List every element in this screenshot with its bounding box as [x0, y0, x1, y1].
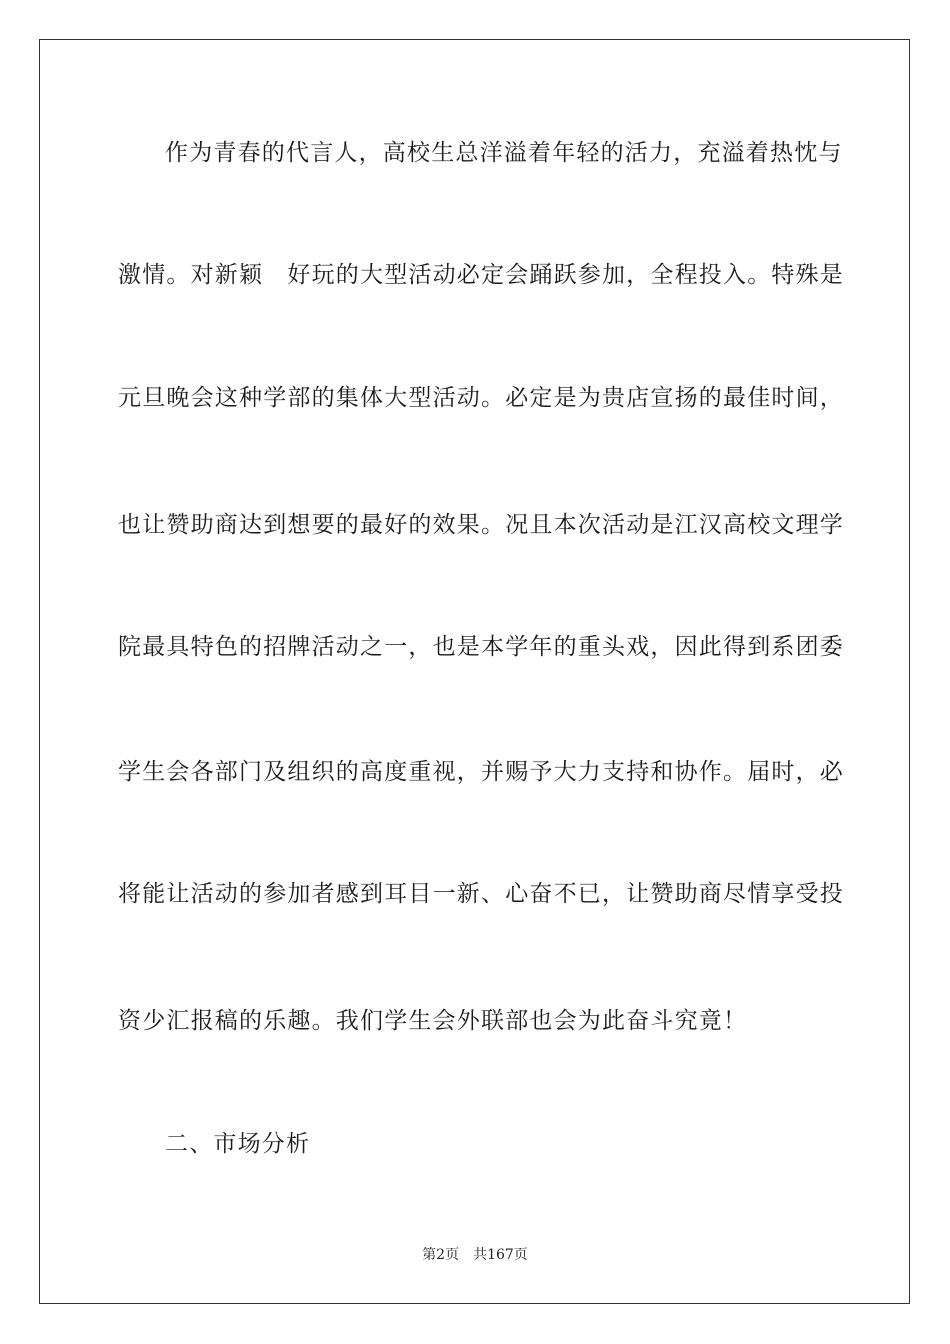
paragraph-line-1: 作为青春的代言人，高校生总洋溢着年轻的活力，充溢着热忱与 — [165, 140, 843, 166]
paragraph-line-7: 将能让活动的参加者感到耳目一新、心奋不已，让赞助商尽情享受投 — [118, 881, 844, 907]
paragraph-line-4: 也让赞助商达到想要的最好的效果。况且本次活动是江汉高校文理学 — [118, 512, 844, 538]
section-heading: 二、市场分析 — [165, 1131, 311, 1157]
paragraph-line-6: 学生会各部门及组织的高度重视，并赐予大力支持和协作。届时，必 — [118, 759, 844, 785]
paragraph-line-2: 激情。对新颖 好玩的大型活动必定会踊跃参加，全程投入。特殊是 — [118, 262, 844, 288]
paragraph-line-8: 资少汇报稿的乐趣。我们学生会外联部也会为此奋斗究竟！ — [118, 1008, 748, 1034]
paragraph-line-3: 元旦晚会这种学部的集体大型活动。必定是为贵店宣扬的最佳时间， — [118, 385, 844, 411]
page-border — [39, 39, 910, 1304]
page-footer — [0, 1246, 950, 1264]
paragraph-line-5: 院最具特色的招牌活动之一，也是本学年的重头戏，因此得到系团委 — [118, 634, 844, 660]
page-number: 第2页 共167页 — [422, 1247, 528, 1263]
